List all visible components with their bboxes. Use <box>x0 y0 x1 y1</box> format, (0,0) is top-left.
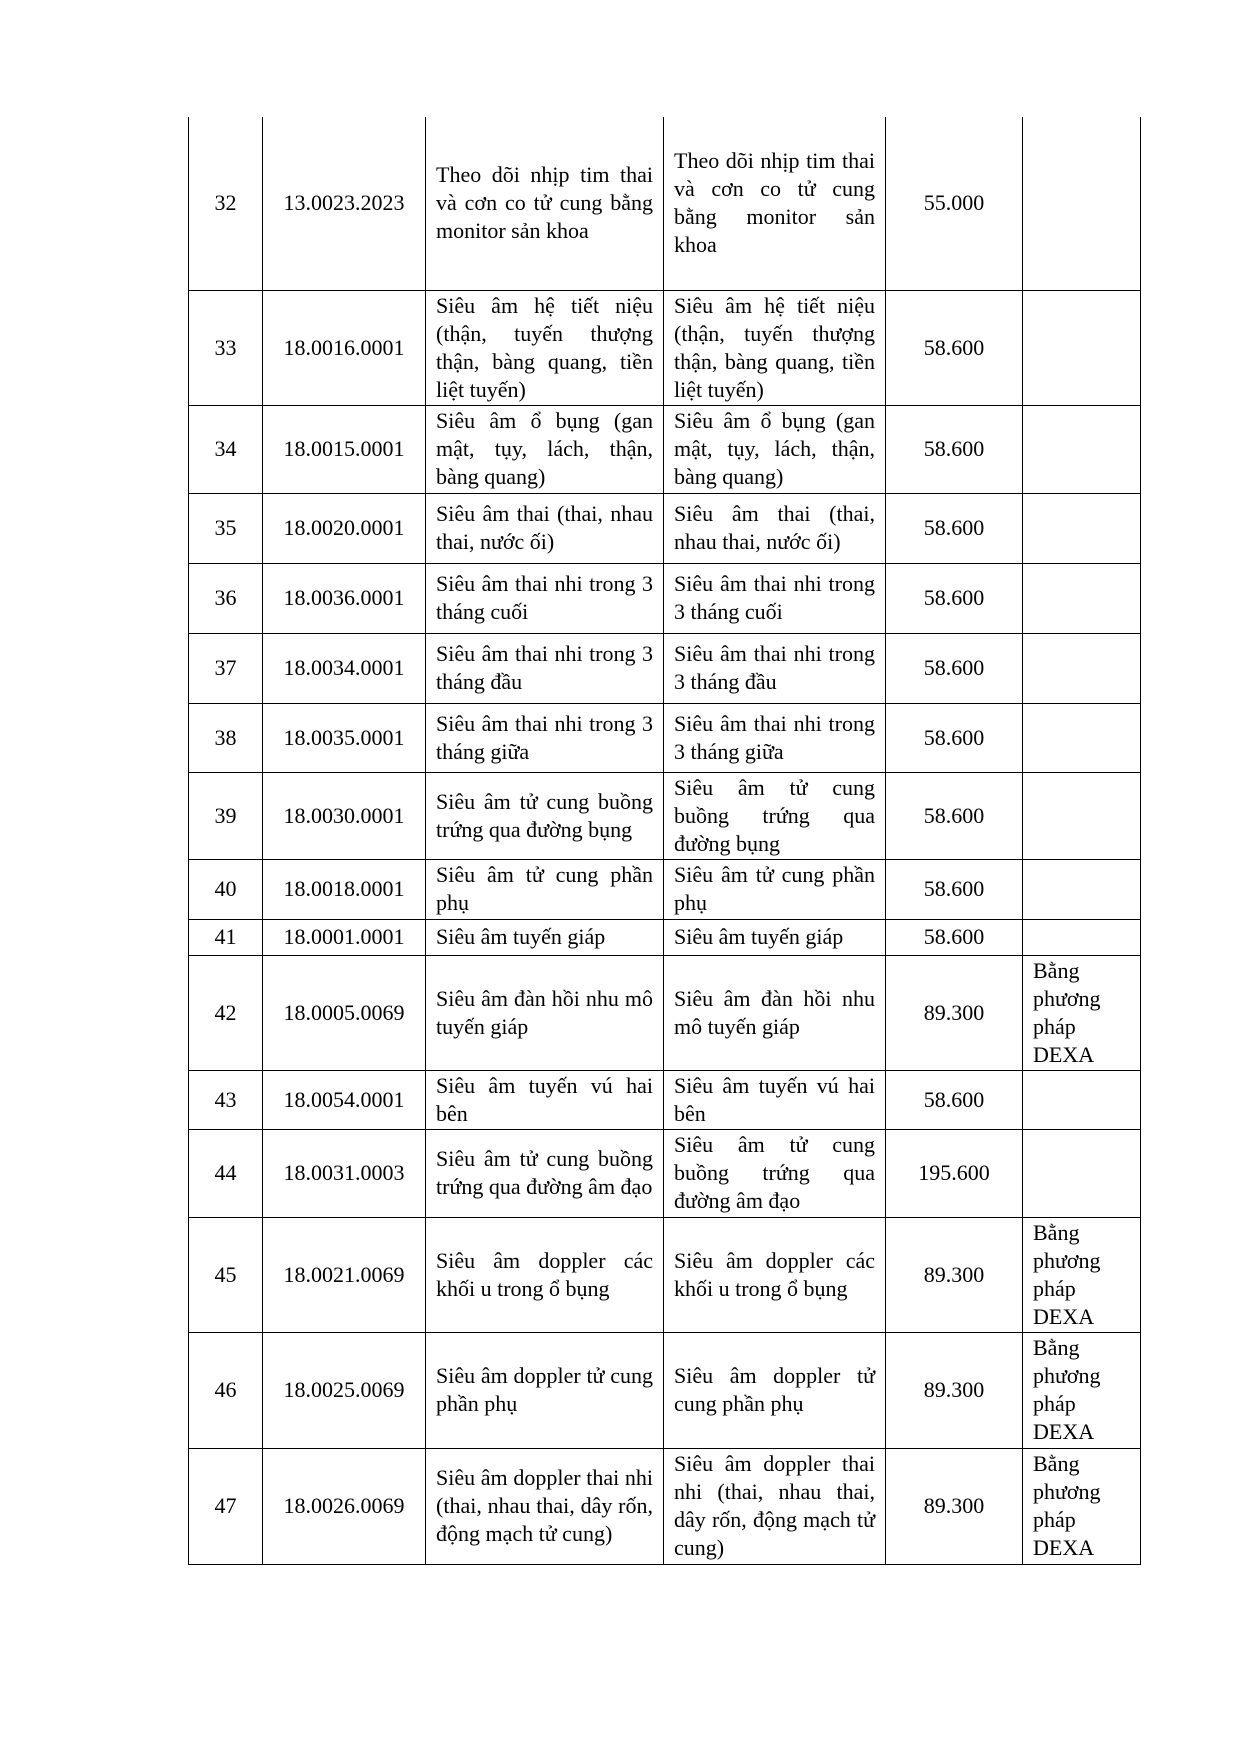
service-name: Siêu âm thai nhi trong 3 tháng giữa <box>426 703 664 772</box>
row-number: 44 <box>189 1129 263 1217</box>
table-row <box>189 859 1141 919</box>
service-name: Siêu âm doppler tử cung phần phụ <box>426 1332 664 1448</box>
price: 58.600 <box>886 919 1023 955</box>
service-name-alt: Siêu âm thai nhi trong 3 tháng đầu <box>664 633 886 703</box>
table-row <box>189 955 1141 1070</box>
table-row <box>189 563 1141 633</box>
price: 89.300 <box>886 1332 1023 1448</box>
service-name: Siêu âm thai nhi trong 3 tháng cuối <box>426 563 664 633</box>
service-code: 18.0020.0001 <box>263 493 426 563</box>
price-table <box>188 117 1141 1565</box>
row-number: 41 <box>189 919 263 955</box>
row-number: 45 <box>189 1217 263 1332</box>
service-name-alt: Siêu âm thai (thai, nhau thai, nước ối) <box>664 493 886 563</box>
service-code: 18.0031.0003 <box>263 1129 426 1217</box>
table-row <box>189 633 1141 703</box>
table-row <box>189 1070 1141 1129</box>
service-name: Siêu âm thai nhi trong 3 tháng đầu <box>426 633 664 703</box>
service-name-alt: Siêu âm đàn hồi nhu mô tuyến giáp <box>664 955 886 1070</box>
service-name-alt: Theo dõi nhịp tim thai và cơn co tử cung bằng monitor sản khoa <box>664 117 886 290</box>
table-row <box>189 1332 1141 1448</box>
row-number: 42 <box>189 955 263 1070</box>
note: Bằng phương pháp DEXA <box>1023 955 1141 1070</box>
service-name: Siêu âm tử cung buồng trứng qua đường âm đạo <box>426 1129 664 1217</box>
row-number: 43 <box>189 1070 263 1129</box>
price: 195.600 <box>886 1129 1023 1217</box>
service-name: Siêu âm tuyến vú hai bên <box>426 1070 664 1129</box>
price: 89.300 <box>886 955 1023 1070</box>
note <box>1023 290 1141 405</box>
service-name-alt: Siêu âm doppler tử cung phần phụ <box>664 1332 886 1448</box>
row-number: 34 <box>189 405 263 493</box>
service-name-alt: Siêu âm doppler thai nhi (thai, nhau thai, dây rốn, động mạch tử cung) <box>664 1448 886 1564</box>
price: 58.600 <box>886 290 1023 405</box>
service-code: 18.0035.0001 <box>263 703 426 772</box>
service-name-alt: Siêu âm ổ bụng (gan mật, tụy, lách, thận, bàng quang) <box>664 405 886 493</box>
note: Bằng phương pháp DEXA <box>1023 1332 1141 1448</box>
service-name-alt: Siêu âm thai nhi trong 3 tháng cuối <box>664 563 886 633</box>
price: 58.600 <box>886 859 1023 919</box>
service-name-alt: Siêu âm doppler các khối u trong ổ bụng <box>664 1217 886 1332</box>
table-row <box>189 1217 1141 1332</box>
row-number: 39 <box>189 772 263 859</box>
service-name: Siêu âm tử cung phần phụ <box>426 859 664 919</box>
price: 58.600 <box>886 405 1023 493</box>
table-row <box>189 117 1141 290</box>
price: 58.600 <box>886 703 1023 772</box>
service-code: 18.0026.0069 <box>263 1448 426 1564</box>
service-name-alt: Siêu âm tử cung buồng trứng qua đường bụng <box>664 772 886 859</box>
price: 89.300 <box>886 1448 1023 1564</box>
service-name: Siêu âm tử cung buồng trứng qua đường bụng <box>426 772 664 859</box>
note <box>1023 919 1141 955</box>
note <box>1023 859 1141 919</box>
table-row <box>189 919 1141 955</box>
table-row <box>189 772 1141 859</box>
table-row <box>189 1129 1141 1217</box>
service-name-alt: Siêu âm tuyến giáp <box>664 919 886 955</box>
service-name: Theo dõi nhịp tim thai và cơn co tử cung bằng monitor sản khoa <box>426 117 664 290</box>
service-code: 18.0025.0069 <box>263 1332 426 1448</box>
row-number: 35 <box>189 493 263 563</box>
service-code: 18.0036.0001 <box>263 563 426 633</box>
note: Bằng phương pháp DEXA <box>1023 1217 1141 1332</box>
price: 58.600 <box>886 1070 1023 1129</box>
service-code: 18.0001.0001 <box>263 919 426 955</box>
note: Bằng phương pháp DEXA <box>1023 1448 1141 1564</box>
table-row <box>189 703 1141 772</box>
price: 58.600 <box>886 633 1023 703</box>
table-row <box>189 290 1141 405</box>
service-code: 18.0034.0001 <box>263 633 426 703</box>
table-row <box>189 1448 1141 1564</box>
service-code: 18.0015.0001 <box>263 405 426 493</box>
row-number: 38 <box>189 703 263 772</box>
service-name: Siêu âm doppler thai nhi (thai, nhau thai, dây rốn, động mạch tử cung) <box>426 1448 664 1564</box>
table-row <box>189 405 1141 493</box>
service-name: Siêu âm doppler các khối u trong ổ bụng <box>426 1217 664 1332</box>
row-number: 37 <box>189 633 263 703</box>
service-name-alt: Siêu âm tuyến vú hai bên <box>664 1070 886 1129</box>
service-code: 13.0023.2023 <box>263 117 426 290</box>
service-code: 18.0021.0069 <box>263 1217 426 1332</box>
service-name: Siêu âm tuyến giáp <box>426 919 664 955</box>
price: 58.600 <box>886 563 1023 633</box>
price: 55.000 <box>886 117 1023 290</box>
note <box>1023 703 1141 772</box>
note <box>1023 563 1141 633</box>
row-number: 36 <box>189 563 263 633</box>
service-name-alt: Siêu âm tử cung phần phụ <box>664 859 886 919</box>
note <box>1023 405 1141 493</box>
row-number: 32 <box>189 117 263 290</box>
price: 58.600 <box>886 493 1023 563</box>
service-name: Siêu âm thai (thai, nhau thai, nước ối) <box>426 493 664 563</box>
note <box>1023 1129 1141 1217</box>
service-name: Siêu âm hệ tiết niệu (thận, tuyến thượng thận, bàng quang, tiền liệt tuyến) <box>426 290 664 405</box>
row-number: 40 <box>189 859 263 919</box>
service-code: 18.0018.0001 <box>263 859 426 919</box>
note <box>1023 633 1141 703</box>
service-code: 18.0016.0001 <box>263 290 426 405</box>
service-name-alt: Siêu âm tử cung buồng trứng qua đường âm đạo <box>664 1129 886 1217</box>
service-code: 18.0030.0001 <box>263 772 426 859</box>
note <box>1023 1070 1141 1129</box>
price: 89.300 <box>886 1217 1023 1332</box>
note <box>1023 117 1141 290</box>
row-number: 33 <box>189 290 263 405</box>
table-row <box>189 493 1141 563</box>
service-name-alt: Siêu âm hệ tiết niệu (thận, tuyến thượng thận, bàng quang, tiền liệt tuyến) <box>664 290 886 405</box>
row-number: 46 <box>189 1332 263 1448</box>
service-name: Siêu âm ổ bụng (gan mật, tụy, lách, thận, bàng quang) <box>426 405 664 493</box>
row-number: 47 <box>189 1448 263 1564</box>
service-code: 18.0054.0001 <box>263 1070 426 1129</box>
price: 58.600 <box>886 772 1023 859</box>
note <box>1023 772 1141 859</box>
service-name: Siêu âm đàn hồi nhu mô tuyến giáp <box>426 955 664 1070</box>
service-code: 18.0005.0069 <box>263 955 426 1070</box>
service-name-alt: Siêu âm thai nhi trong 3 tháng giữa <box>664 703 886 772</box>
note <box>1023 493 1141 563</box>
